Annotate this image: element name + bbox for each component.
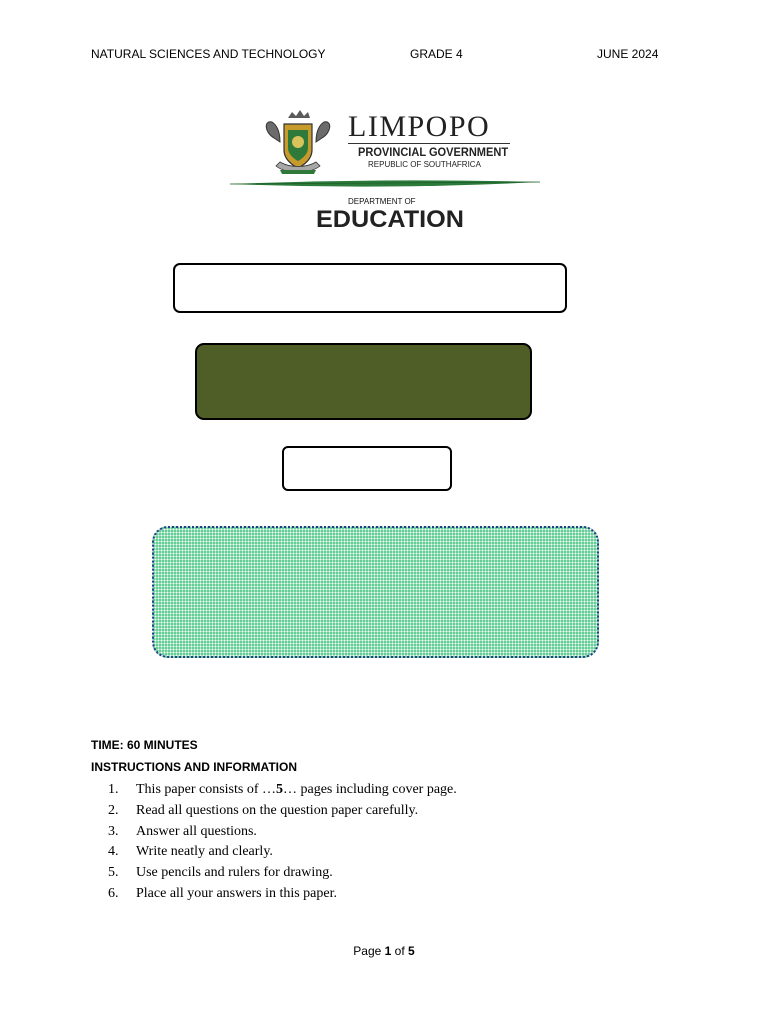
list-item: 1. This paper consists of …5… pages including cover page. bbox=[108, 782, 457, 797]
header-date: JUNE 2024 bbox=[597, 47, 659, 61]
small-box-white bbox=[282, 446, 452, 491]
republic-label: REPUBLIC OF SOUTHAFRICA bbox=[368, 160, 481, 169]
logo-rule bbox=[348, 143, 510, 144]
patterned-green-box bbox=[152, 526, 599, 658]
header-subject: NATURAL SCIENCES AND TECHNOLOGY bbox=[91, 47, 326, 61]
list-item: 5. Use pencils and rulers for drawing. bbox=[108, 865, 333, 881]
header-grade: GRADE 4 bbox=[410, 47, 463, 61]
list-item: 4. Write neatly and clearly. bbox=[108, 844, 273, 860]
list-item: 6. Place all your answers in this paper. bbox=[108, 885, 338, 901]
limpopo-education-logo bbox=[230, 108, 540, 238]
green-swoosh-divider bbox=[230, 178, 540, 190]
page-number: Page 1 of 5 bbox=[353, 944, 415, 958]
provincial-government-label: PROVINCIAL GOVERNMENT bbox=[358, 145, 509, 159]
department-prefix: DEPARTMENT OF bbox=[348, 197, 416, 206]
list-item: 3. Answer all questions. bbox=[108, 823, 257, 839]
title-box-olive bbox=[195, 343, 532, 420]
coat-of-arms-icon bbox=[258, 108, 338, 178]
province-name: LIMPOPO bbox=[348, 110, 491, 143]
department-name: EDUCATION bbox=[316, 206, 464, 233]
instructions-list bbox=[108, 780, 457, 905]
page-header bbox=[0, 47, 768, 63]
list-item: 2. Read all questions on the question paper carefully. bbox=[108, 802, 419, 818]
time-allowed: TIME: 60 MINUTES bbox=[91, 738, 198, 752]
instructions-heading: INSTRUCTIONS AND INFORMATION bbox=[91, 760, 297, 774]
title-box-white bbox=[173, 263, 567, 313]
